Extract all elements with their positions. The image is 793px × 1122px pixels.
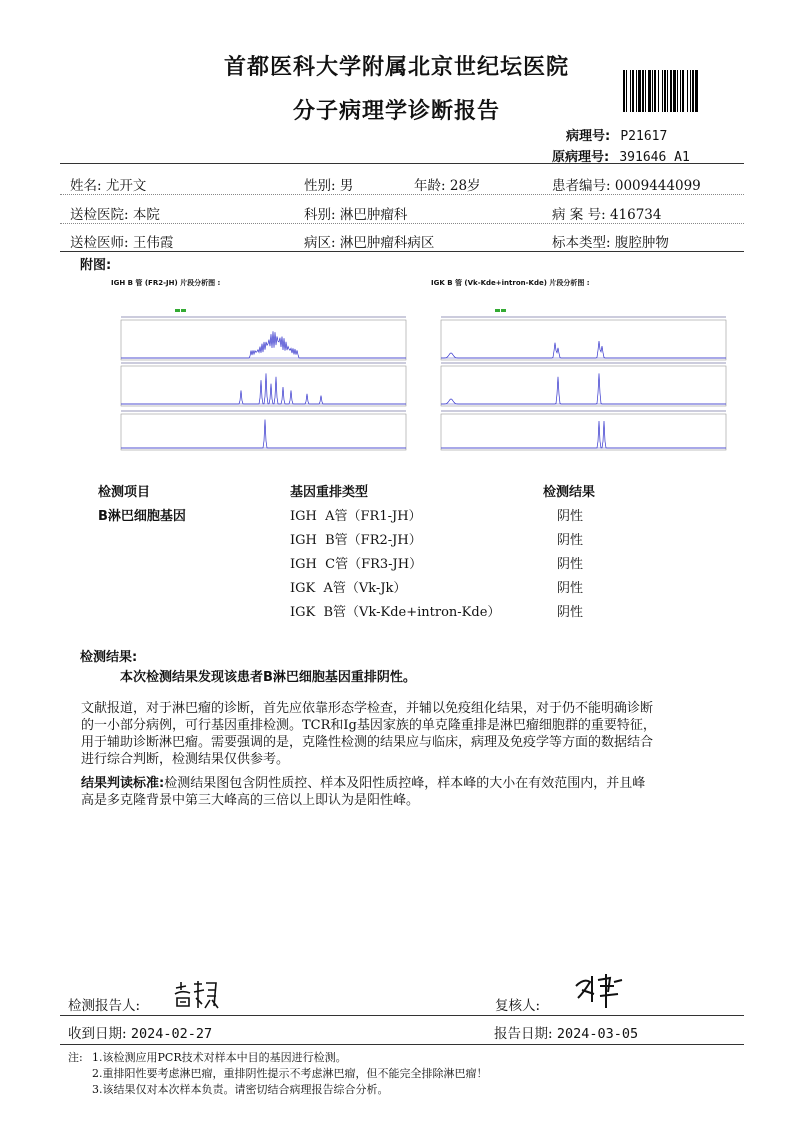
specimen-value: 腹腔肿物 (614, 235, 669, 251)
report-title: 分子病理学诊断报告 (292, 98, 500, 124)
patient-no-label: 患者编号: (552, 178, 611, 194)
col-header-type: 基因重排类型 (290, 485, 369, 500)
trace-ruler (441, 316, 726, 318)
criteria-line: 高是多克隆背景中第三大峰高的三倍以上即认为是阳性峰。 (81, 793, 420, 808)
table-row-result: 阴性 (557, 557, 584, 572)
report-date-value: 2024-03-05 (556, 1026, 639, 1042)
case-no-label: 病 案 号: (552, 207, 606, 223)
col-header-item: 检测项目 (98, 485, 151, 500)
divider-top (60, 163, 744, 164)
table-row-result: 阴性 (557, 533, 584, 548)
trace-ruler (121, 362, 406, 364)
ward-label: 病区: (304, 235, 336, 251)
table-row-result: 阴性 (557, 581, 584, 596)
ladder-marker-icon (501, 309, 506, 312)
table-row-result: 阴性 (557, 509, 584, 524)
discussion-paragraph (81, 700, 731, 768)
age-field (414, 174, 481, 194)
note-item: 3.该结果仅对本次样本负责。请密切结合病理报告综合分析。 (92, 1083, 389, 1096)
patient-name-label: 姓名: (70, 178, 102, 194)
doctor-label: 送检医师: (70, 235, 129, 251)
age-value: 28岁 (449, 178, 481, 194)
specimen-field (552, 231, 669, 251)
doctor-value: 王伟霞 (132, 235, 174, 251)
patient-name: 尤开文 (105, 178, 147, 194)
notes-list (92, 1050, 488, 1098)
reviewer-signature (570, 972, 626, 1010)
col-header-result: 检测结果 (543, 485, 596, 500)
igh-fragment-figure (111, 278, 411, 456)
note-item: 2.重排阳性要考虑淋巴瘤，重排阴性提示不考虑淋巴瘤，但不能完全排除淋巴瘤！ (92, 1067, 488, 1080)
divider-notes (60, 1044, 744, 1045)
sex-value: 男 (339, 178, 354, 194)
hospital-name: 首都医科大学附属北京世纪坛医院 (223, 54, 569, 80)
row-divider (60, 194, 744, 195)
case-no-field (552, 203, 661, 223)
trace-frame (441, 320, 726, 360)
trace-ruler (121, 410, 406, 412)
table-row-result: 阴性 (557, 605, 584, 620)
hospital-field (70, 203, 160, 223)
table-row-type: IGH B管（FR2-JH） (290, 533, 422, 548)
discussion-line: 用于辅助诊断淋巴瘤。需要强调的是，克隆性检测的结果应与临床，病理及免疫学等方面的数据结合 (81, 735, 654, 750)
ladder-marker-icon (181, 309, 186, 312)
report-date-label: 报告日期: (494, 1026, 553, 1042)
received-date-field (68, 1022, 212, 1042)
barcode (623, 70, 738, 112)
igh-figure-title: IGH B 管 (FR2-JH) 片段分析图 : (111, 279, 221, 287)
pathology-no-value: P21617 (620, 129, 668, 144)
dept-label: 科别: (304, 207, 336, 223)
test-item: B淋巴细胞基因 (98, 509, 186, 524)
igh-electropherogram (111, 278, 411, 456)
criteria-line: 检测结果图包含阴性质控、样本及阳性质控峰，样本峰的大小在有效范围内，并且峰 (164, 776, 646, 791)
table-row-type: IGK B管（Vk-Kde+intron-Kde） (290, 605, 501, 620)
divider-footer (60, 1015, 744, 1016)
figure-label: 附图: (80, 258, 112, 273)
ward-value: 淋巴肿瘤科病区 (339, 235, 435, 251)
patient-no-field (552, 174, 701, 194)
table-row-type: IGH A管（FR1-JH） (290, 509, 422, 524)
age-label: 年龄: (414, 178, 446, 194)
dept-field (304, 203, 407, 223)
trace-frame (441, 414, 726, 450)
case-no-value: 416734 (609, 207, 662, 223)
igk-fragment-figure (431, 278, 731, 456)
table-row-type: IGH C管（FR3-JH） (290, 557, 423, 572)
reporter-label: 检测报告人: (68, 998, 141, 1014)
notes-prefix: 注: (68, 1051, 83, 1064)
patient-name-field (70, 174, 146, 194)
patient-no-value: 0009444099 (614, 178, 701, 194)
note-item: 1.该检测应用PCR技术对样本中目的基因进行检测。 (92, 1051, 347, 1064)
received-date-label: 收到日期: (68, 1026, 127, 1042)
pathology-no-label: 病理号: (566, 129, 611, 144)
discussion-line: 的一小部分病例，可行基因重排检测。TCR和Ig基因家族的单克隆重排是淋巴瘤细胞群的重要特征， (81, 718, 656, 733)
igk-electropherogram (431, 278, 731, 456)
ladder-marker-icon (175, 309, 180, 312)
table-row-type: IGK A管（Vk-Jk） (290, 581, 407, 596)
divider-info-bottom (60, 251, 744, 252)
report-date-field (494, 1022, 638, 1042)
igk-figure-title: IGK B 管 (Vk-Kde+intron-Kde) 片段分析图 : (431, 279, 590, 287)
sex-field (304, 174, 353, 194)
trace-ruler (441, 410, 726, 412)
discussion-line: 进行综合判断，检测结果仅供参考。 (81, 752, 290, 767)
specimen-label: 标本类型: (552, 235, 611, 251)
reviewer-label: 复核人: (495, 998, 541, 1014)
trace-ruler (441, 362, 726, 364)
sex-label: 性别: (304, 178, 336, 194)
orig-pathology-no-label: 原病理号: (552, 150, 610, 165)
conclusion-text: 本次检测结果发现该患者B淋巴细胞基因重排阴性。 (120, 670, 416, 685)
conclusion-label: 检测结果: (80, 650, 138, 665)
discussion-line: 文献报道，对于淋巴瘤的诊断，首先应依靠形态学检查，并辅以免疫组化结果，对于仍不能明确诊断 (81, 701, 654, 716)
trace-frame (121, 366, 406, 406)
orig-pathology-no-value: 391646 A1 (619, 150, 690, 165)
dept-value: 淋巴肿瘤科 (339, 207, 408, 223)
trace-frame (441, 366, 726, 406)
ladder-marker-icon (495, 309, 500, 312)
reporter-signature (172, 978, 220, 1010)
received-date-value: 2024-02-27 (130, 1026, 213, 1042)
criteria-paragraph (81, 775, 731, 809)
row-divider (60, 223, 744, 224)
ward-field (304, 231, 434, 251)
hospital-label: 送检医院: (70, 207, 129, 223)
trace-frame (121, 320, 406, 360)
trace-ruler (121, 316, 406, 318)
hospital-value: 本院 (132, 207, 160, 223)
pathology-no-row (566, 125, 667, 144)
doctor-field (70, 231, 173, 251)
criteria-label: 结果判读标准: (81, 776, 165, 791)
